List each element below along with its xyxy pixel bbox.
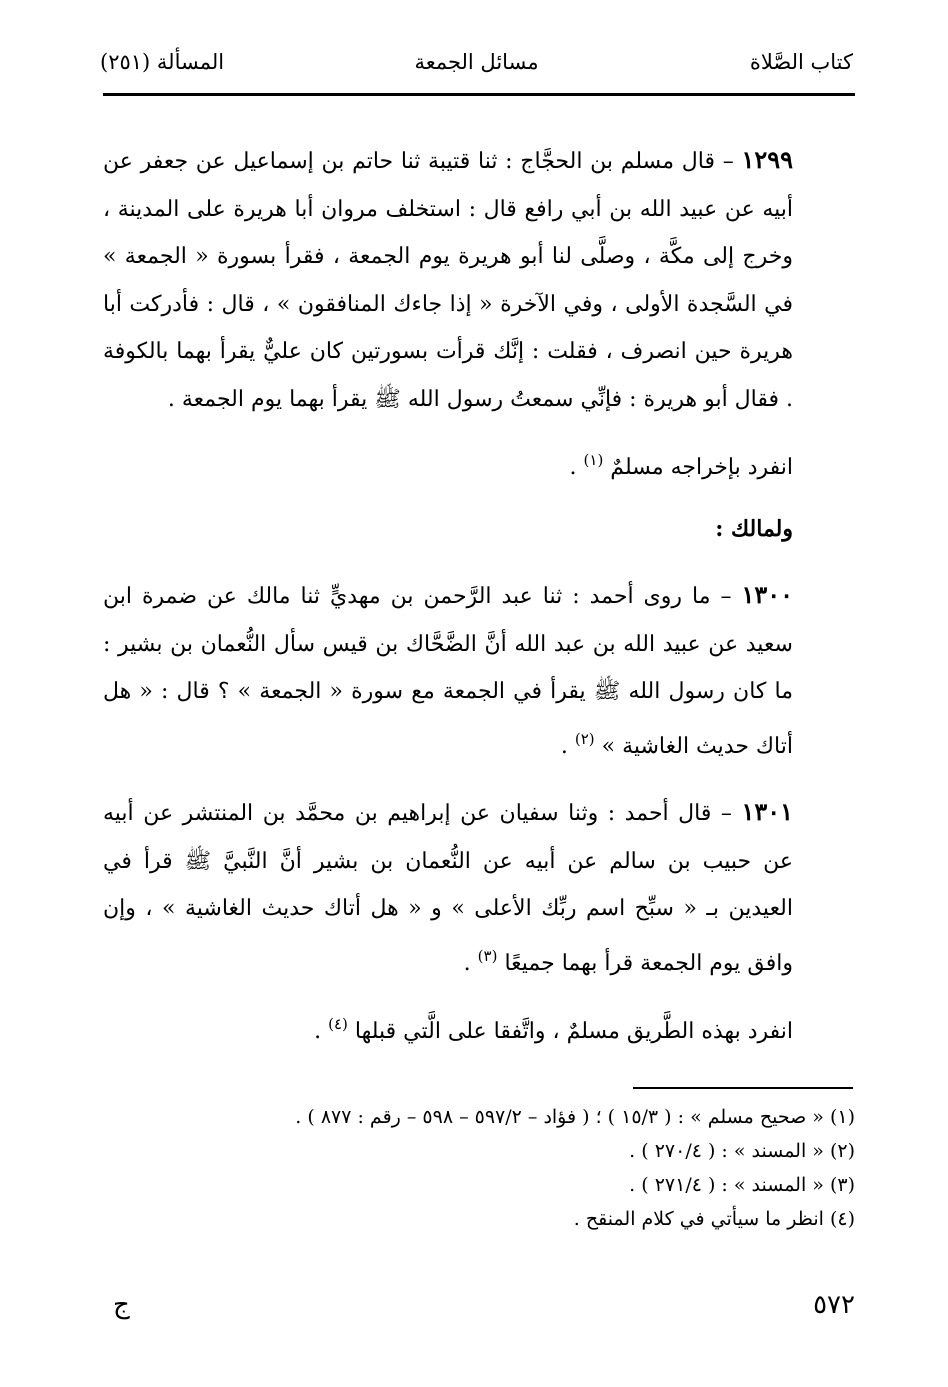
hadith-end: . — [560, 733, 575, 759]
note-end: . — [314, 1019, 329, 1044]
signature-mark: ج — [113, 1290, 130, 1320]
hadith-text: – قال مسلم بن الحجَّاج : ثنا قتيبة ثنا حاتم بن إسماعيل عن جعفر عن أبيه عن عبيد الله بن أبي رافع قال : استخلف مروان أبا هريرة على المدينة ، وخرج إلى مكَّة ، وصلَّى لنا أبو هريرة يوم الجمعة ، فقرأ بسورة « الجمعة » في السَّجدة الأولى ، وفي الآخرة « إذا جاءك المنافقون » ، قال : فأدركت أبا هريرة حين انصرف ، فقلت : إنَّك قرأت بسورتين كان عليٌّ يقرأ بهما بالكوفة . فقال أبو هريرة : فإنِّي سمعتُ رسول الله ﷺ يقرأ بهما يوم الجمعة . — [103, 149, 793, 412]
footnotes — [103, 1100, 855, 1236]
footnote-item: (٣) « المسند » : ( ٢٧١/٤ ) . — [629, 1174, 855, 1196]
page-number: ٥٧٢ — [813, 1290, 855, 1320]
footnote-reference: (٤) — [328, 1015, 348, 1033]
footnote-item: (٢) « المسند » : ( ٢٧٠/٤ ) . — [629, 1140, 855, 1162]
header-divider — [103, 93, 855, 96]
note-text: انفرد بهذه الطَّريق مسلمٌ ، واتَّفقا على الَّتي قبلها — [354, 1019, 793, 1044]
spacer — [103, 492, 853, 506]
hadith-end: . — [463, 950, 478, 976]
footnote-reference: (٣) — [477, 946, 498, 965]
hadith-number: ١٢٩٩ — [741, 145, 793, 174]
note-text: انفرد بإخراجه مسلمٌ — [610, 455, 793, 480]
paragraph-1299 — [103, 136, 853, 423]
running-header — [100, 50, 853, 84]
page-footer — [103, 1290, 855, 1330]
header-book-title: كتاب الصَّلاة — [749, 50, 853, 74]
spacer — [103, 770, 853, 788]
hadith-number: ١٣٠٠ — [741, 580, 793, 609]
hadith-number: ١٣٠١ — [741, 797, 793, 826]
spacer — [103, 987, 853, 1001]
footnote-item: (٤) انظر ما سيأتي في كلام المنقح . — [573, 1208, 855, 1230]
header-section-title: مسائل الجمعة — [414, 50, 539, 74]
hadith-text: – قال أحمد : وثنا سفيان عن إبراهيم بن محمَّد بن المنتشر عن أبيه عن حبيب بن سالم عن أبيه عن النُّعمان بن بشير أنَّ النَّبيَّ ﷺ قرأ في العيدين بـ « سبِّح اسم ربِّك الأعلى » و « هل أتاك حديث الغاشية » ، وإن وافق يوم الجمعة قرأ بهما جميعًا — [103, 801, 793, 976]
footnote-reference: (١) — [583, 451, 604, 469]
section-heading: ولمالك : — [715, 515, 793, 542]
main-text — [103, 136, 853, 1056]
footnote-divider — [633, 1087, 853, 1089]
note-end: . — [569, 455, 584, 480]
footnote-item: (١) « صحيح مسلم » : ( ١٥/٣ ) ؛ ( فؤاد – ٥٩٧/٢ – ٥٩٨ – رقم : ٨٧٧ ) . — [295, 1106, 855, 1128]
paragraph-1300 — [103, 571, 853, 770]
hadith-text: – ما روى أحمد : ثنا عبد الرَّحمن بن مهديٍّ ثنا مالك عن ضمرة ابن سعيد عن عبيد الله بن عبد الله أنَّ الضَّحَّاك بن قيس سأل النُّعمان بن بشير : ما كان رسول الله ﷺ يقرأ في الجمعة مع سورة « الجمعة » ؟ قال : « هل أتاك حديث الغاشية » — [103, 584, 793, 759]
spacer — [103, 553, 853, 571]
header-issue-number: المسألة (٢٥١) — [100, 50, 225, 74]
footnote-reference: (٢) — [574, 729, 595, 748]
note-paragraph — [103, 437, 853, 492]
paragraph-1301 — [103, 788, 853, 987]
note-paragraph — [103, 1001, 853, 1056]
spacer — [103, 423, 853, 437]
